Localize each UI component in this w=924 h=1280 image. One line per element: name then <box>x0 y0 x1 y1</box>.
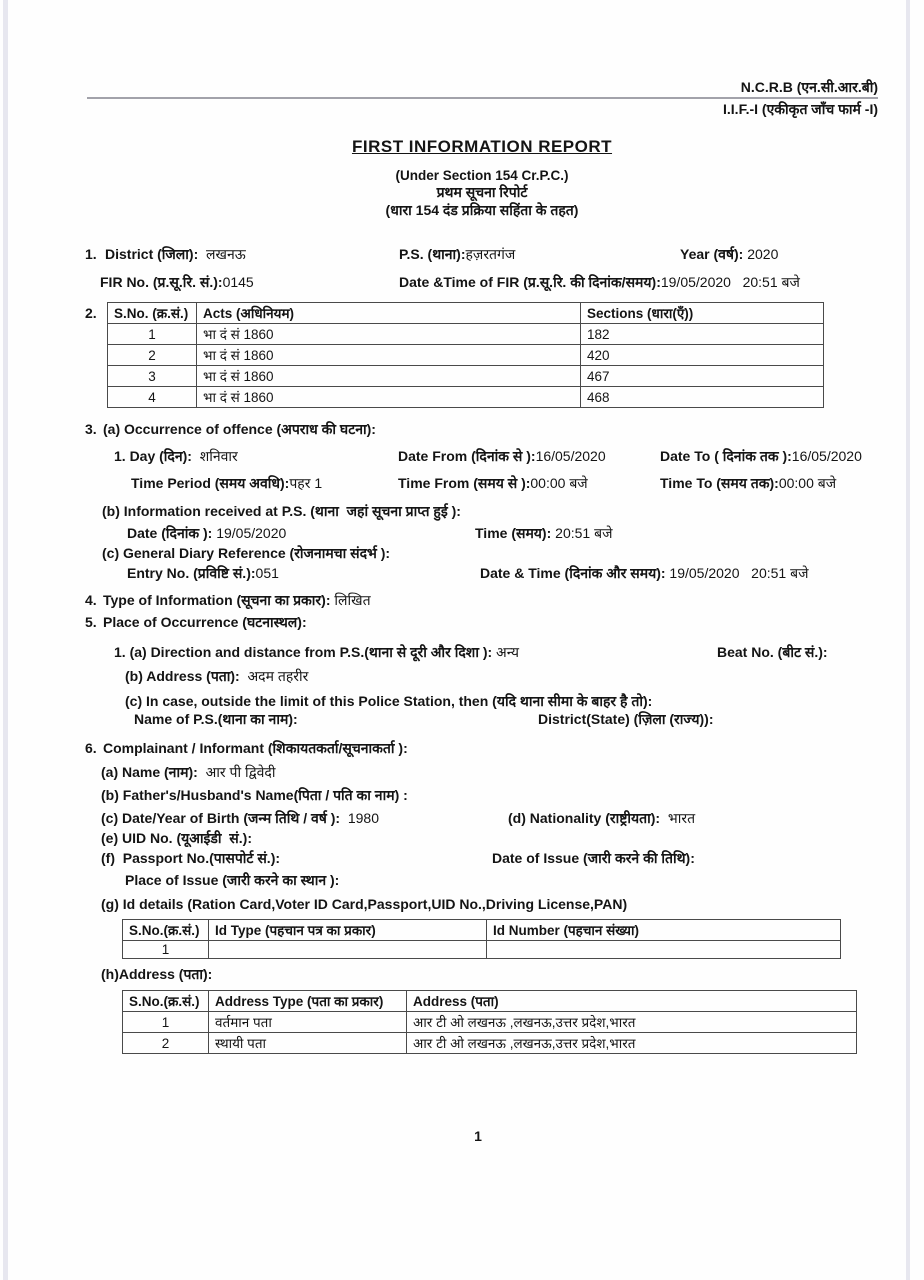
table-row <box>123 941 841 959</box>
table-row <box>108 345 824 366</box>
hindi-under-section: (धारा 154 दंड प्रक्रिया सहिंता के तहत) <box>385 202 579 218</box>
year-value: 2020 <box>747 246 779 262</box>
dob-value: 1980 <box>347 810 380 826</box>
year-label: Year (वर्ष): <box>680 246 748 262</box>
time-period-label: Time Period (समय अवधि): <box>131 475 290 491</box>
date-from-label: Date From (दिनांक से ): <box>398 448 536 464</box>
fir-no-field <box>100 274 254 291</box>
report-title: FIRST INFORMATION REPORT <box>351 137 613 156</box>
id-th-sno: S.No.(क्र.सं.) <box>123 920 209 941</box>
id-details-table <box>122 919 841 959</box>
ps-label: P.S. (थाना): <box>399 246 466 262</box>
type-info-field <box>103 592 371 609</box>
addr-row2-address: आर टी ओ लखनऊ ,लखनऊ,उत्तर प्रदेश,भारत <box>407 1033 857 1054</box>
uid-no-label: (e) UID No. (यूआईडी सं.): <box>101 830 252 846</box>
date-to-label: Date To ( दिनांक तक ): <box>660 448 792 464</box>
occurrence-address-field <box>125 668 308 685</box>
occurrence-address-value: अदम तहरीर <box>247 668 309 684</box>
section2-number: 2. <box>85 305 97 321</box>
addr-th-address: Address (पता) <box>407 991 857 1012</box>
acts-row3-section: 467 <box>581 366 824 387</box>
table-row <box>108 366 824 387</box>
id-th-type: Id Type (पहचान पत्र का प्रकार) <box>209 920 487 941</box>
id-row1-number <box>487 941 841 959</box>
date-to-value: 16/05/2020 <box>791 448 862 464</box>
occurrence-address-label: (b) Address (पता): <box>125 668 248 684</box>
address-heading: (h)Address (पता): <box>101 966 213 982</box>
time-to-label: Time To (समय तक): <box>660 475 779 491</box>
date-to-field <box>660 448 862 465</box>
direction-label: 1. (a) Direction and distance from P.S.(थाना से दूरी और दिशा ): <box>114 644 497 660</box>
section3-number: 3. <box>85 421 97 437</box>
address-table-header-row <box>123 991 857 1012</box>
acts-th-sno: S.No. (क्र.सं.) <box>108 303 197 324</box>
day-field <box>114 448 238 465</box>
acts-table-header-row <box>108 303 824 324</box>
section4-number: 4. <box>85 592 97 608</box>
fir-datetime-field <box>399 274 800 291</box>
dob-field <box>101 810 379 827</box>
received-date-value: 19/05/2020 <box>216 525 287 541</box>
complainant-address-table <box>122 990 857 1054</box>
acts-row3-sno: 3 <box>108 366 197 387</box>
district-label: District (जिला): <box>105 246 207 262</box>
gd-datetime-label: Date & Time (दिनांक और समय): <box>480 565 670 581</box>
under-section-subtitle: (Under Section 154 Cr.P.C.) <box>395 168 569 183</box>
district-value: लखनऊ <box>206 246 246 262</box>
day-value: शनिवार <box>199 448 238 464</box>
id-row1-sno: 1 <box>123 941 209 959</box>
info-received-heading: (b) Information received at P.S. (थाना जहां सूचना प्राप्त हुई ): <box>102 503 461 519</box>
date-of-issue-label: Date of Issue (जारी करने की तिथि): <box>492 850 695 866</box>
acts-row4-sno: 4 <box>108 387 197 408</box>
gd-reference-heading: (c) General Diary Reference (रोजनामचा संदर्भ ): <box>102 545 391 561</box>
addr-row1-address: आर टी ओ लखनऊ ,लखनऊ,उत्तर प्रदेश,भारत <box>407 1012 857 1033</box>
section1-number: 1. <box>85 246 97 262</box>
nationality-value: भारत <box>667 810 696 826</box>
entry-no-label: Entry No. (प्रविष्टि सं.): <box>127 565 256 581</box>
complainant-name-value: आर पी द्विवेदी <box>205 764 276 780</box>
entry-no-value: 051 <box>255 565 279 581</box>
report-title-row <box>40 138 924 156</box>
day-label: 1. Day (दिन): <box>114 448 200 464</box>
acts-sections-table <box>107 302 824 408</box>
acts-row1-section: 182 <box>581 324 824 345</box>
acts-row1-act: भा दं सं 1860 <box>197 324 581 345</box>
header-rule <box>87 97 878 99</box>
addr-th-type: Address Type (पता का प्रकार) <box>209 991 407 1012</box>
acts-row4-act: भा दं सं 1860 <box>197 387 581 408</box>
gd-datetime-field <box>480 565 808 582</box>
ncrb-heading: N.C.R.B (एन.सी.आर.बी) <box>740 79 878 95</box>
complainant-name-field <box>101 764 275 781</box>
table-row <box>108 324 824 345</box>
table-row <box>123 1012 857 1033</box>
date-from-value: 16/05/2020 <box>535 448 606 464</box>
time-period-value: पहर 1 <box>289 475 323 491</box>
section5-number: 5. <box>85 614 97 630</box>
fir-no-value: 0145 <box>222 274 254 290</box>
time-from-value: 00:00 बजे <box>530 475 588 491</box>
received-date-field <box>127 525 286 542</box>
hindi-title: प्रथम सूचना रिपोर्ट <box>436 184 528 200</box>
id-details-heading: (g) Id details (Ration Card,Voter ID Card,Passport,UID No.,Driving License,PAN) <box>101 896 628 912</box>
beat-no-label: Beat No. (बीट सं.): <box>717 644 828 660</box>
dob-label: (c) Date/Year of Birth (जन्म तिथि / वर्ष ): <box>101 810 348 826</box>
ps-value: हज़रतगंज <box>465 246 516 262</box>
acts-row2-sno: 2 <box>108 345 197 366</box>
entry-no-field <box>127 565 279 582</box>
ps-name-label: Name of P.S.(थाना का नाम): <box>134 711 298 727</box>
place-of-issue-label: Place of Issue (जारी करने का स्थान ): <box>125 872 340 888</box>
passport-no-label: (f) Passport No.(पासपोर्ट सं.): <box>101 850 281 866</box>
id-row1-type <box>209 941 487 959</box>
occurrence-heading: (a) Occurrence of offence (अपराध की घटना): <box>103 421 376 437</box>
acts-row2-section: 420 <box>581 345 824 366</box>
acts-th-acts: Acts (अधिनियम) <box>197 303 581 324</box>
table-row <box>108 387 824 408</box>
addr-row1-type: वर्तमान पता <box>209 1012 407 1033</box>
district-state-label: District(State) (ज़िला (राज्य)): <box>538 711 714 727</box>
acts-th-sections: Sections (धारा(एँ)) <box>581 303 824 324</box>
addr-row2-sno: 2 <box>123 1033 209 1054</box>
outside-limit-heading: (c) In case, outside the limit of this Police Station, then (यदि थाना सीमा के बाहर है तो): <box>125 693 653 709</box>
id-table-header-row <box>123 920 841 941</box>
gd-datetime-value: 19/05/2020 20:51 बजे <box>669 565 809 581</box>
acts-row2-act: भा दं सं 1860 <box>197 345 581 366</box>
direction-field <box>114 644 519 661</box>
section6-number: 6. <box>85 740 97 756</box>
nationality-field <box>508 810 695 827</box>
page-left-edge <box>3 0 8 1280</box>
district-field <box>105 246 246 263</box>
fir-datetime-label: Date &Time of FIR (प्र.सू.रि. की दिनांक/समय): <box>399 274 661 290</box>
time-from-label: Time From (समय से ): <box>398 475 531 491</box>
iif-heading: I.I.F.-I (एकीकृत जाँच फार्म -I) <box>723 101 878 117</box>
time-to-value: 00:00 बजे <box>778 475 837 491</box>
direction-value: अन्य <box>496 644 519 660</box>
type-info-value: लिखित <box>334 592 371 608</box>
received-time-value: 20:51 बजे <box>555 525 613 541</box>
acts-row4-section: 468 <box>581 387 824 408</box>
year-field <box>680 246 778 263</box>
fir-no-label: FIR No. (प्र.सू.रि. सं.): <box>100 274 223 290</box>
table-row <box>123 1033 857 1054</box>
acts-row3-act: भा दं सं 1860 <box>197 366 581 387</box>
father-husband-label: (b) Father's/Husband's Name(पिता / पति का नाम) : <box>101 787 408 803</box>
time-from-field <box>398 475 588 492</box>
nationality-label: (d) Nationality (राष्ट्रीयता): <box>508 810 668 826</box>
type-info-label: Type of Information (सूचना का प्रकार): <box>103 592 335 608</box>
date-from-field <box>398 448 606 465</box>
time-to-field <box>660 475 836 492</box>
complainant-heading: Complainant / Informant (शिकायतकर्ता/सूचनाकर्ता ): <box>103 740 408 756</box>
acts-row1-sno: 1 <box>108 324 197 345</box>
received-time-label: Time (समय): <box>475 525 556 541</box>
addr-row1-sno: 1 <box>123 1012 209 1033</box>
ps-field <box>399 246 515 263</box>
received-time-field <box>475 525 612 542</box>
received-date-label: Date (दिनांक ): <box>127 525 217 541</box>
id-th-number: Id Number (पहचान संख्या) <box>487 920 841 941</box>
place-occurrence-heading: Place of Occurrence (घटनास्थल): <box>103 614 307 630</box>
time-period-field <box>131 475 322 492</box>
fir-datetime-value: 19/05/2020 20:51 बजे <box>660 274 800 290</box>
addr-th-sno: S.No.(क्र.सं.) <box>123 991 209 1012</box>
page-number: 1 <box>474 1128 482 1144</box>
addr-row2-type: स्थायी पता <box>209 1033 407 1054</box>
complainant-name-label: (a) Name (नाम): <box>101 764 206 780</box>
